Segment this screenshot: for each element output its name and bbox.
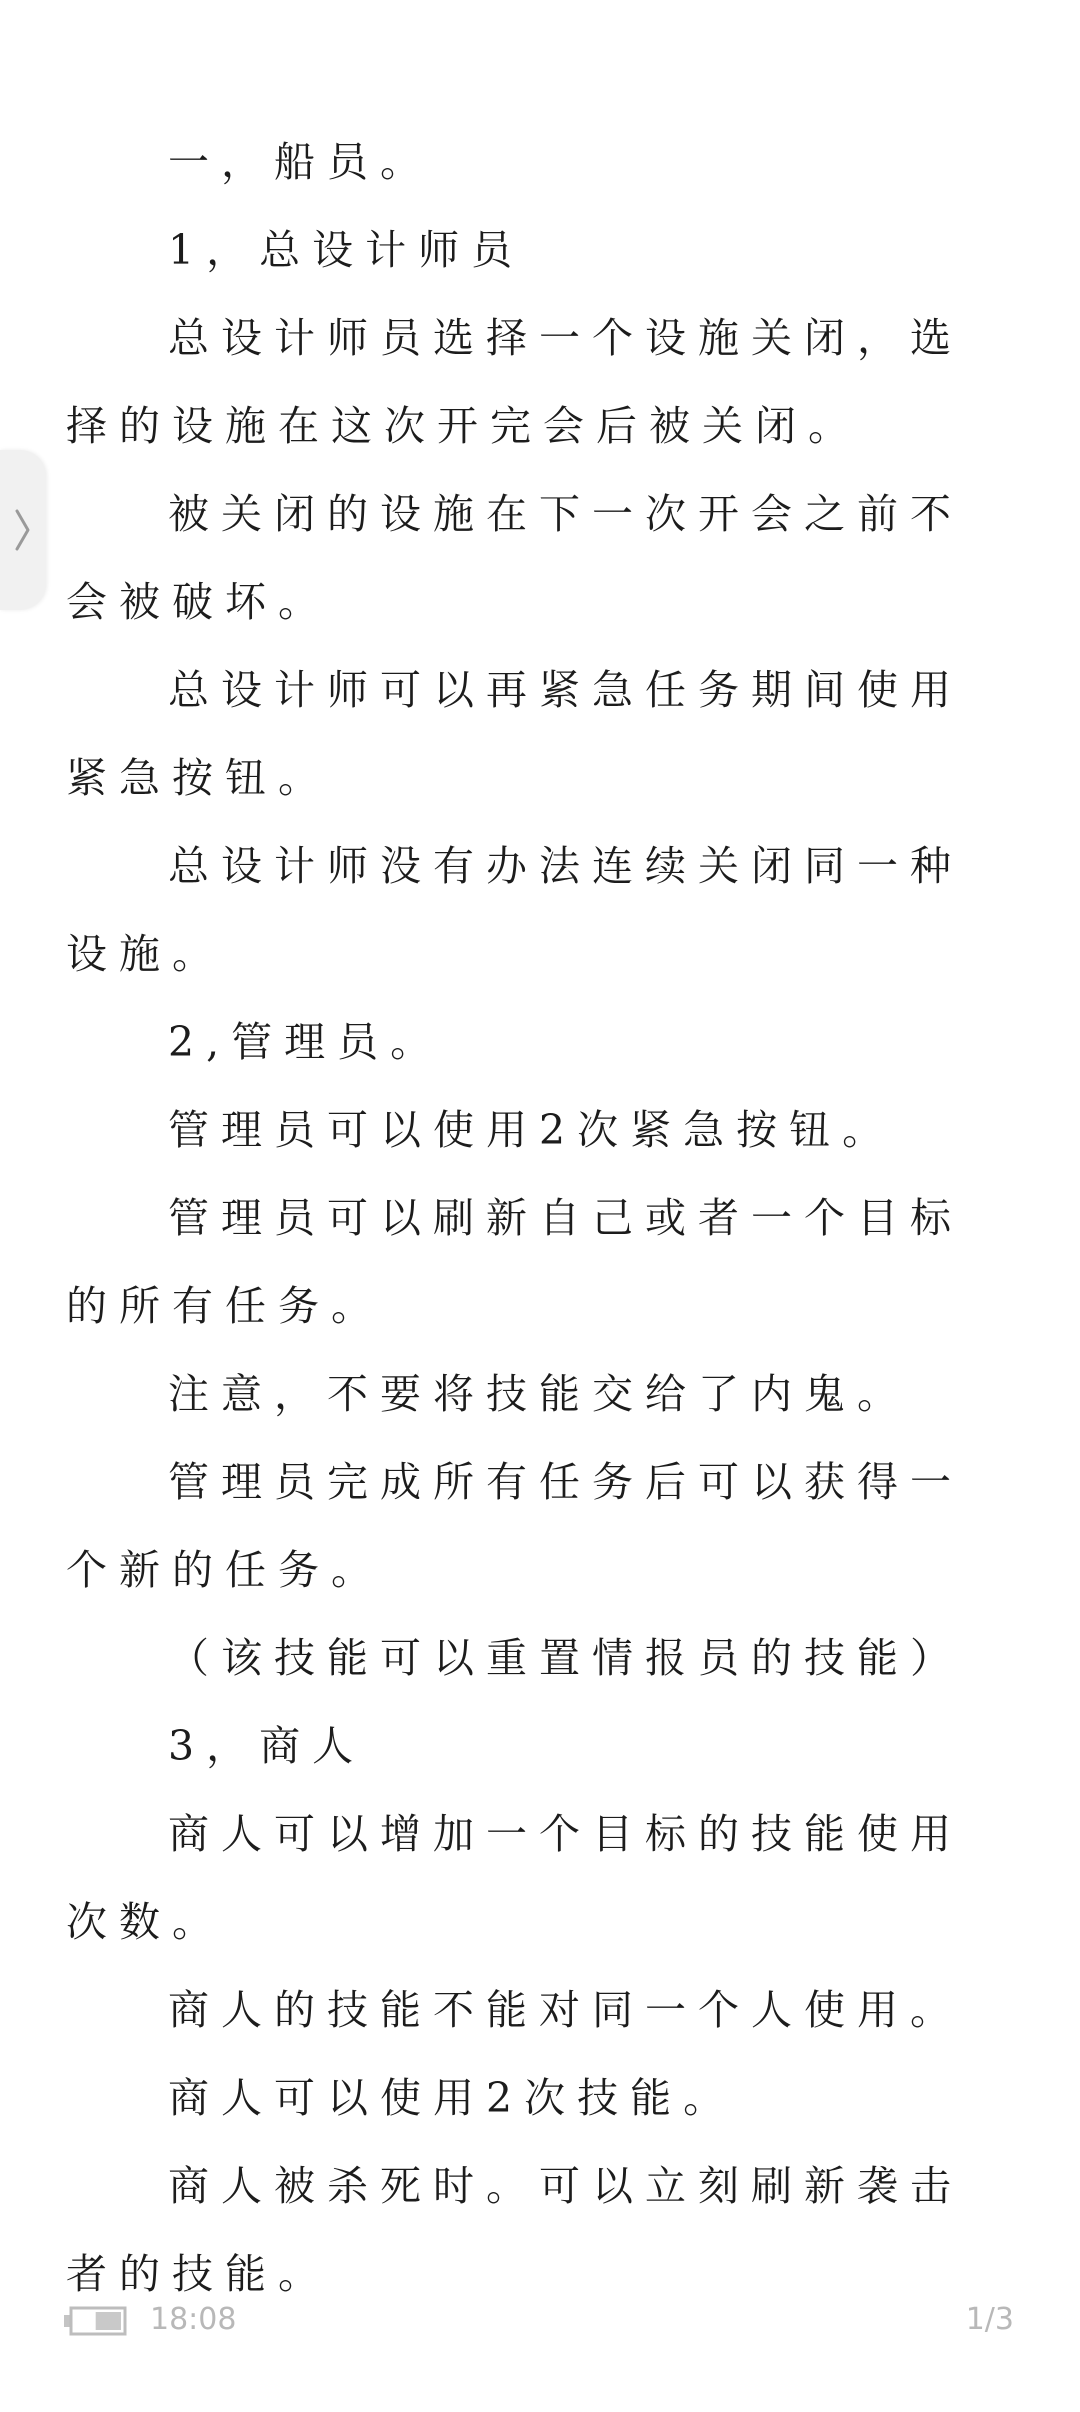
battery-icon bbox=[62, 2306, 128, 2336]
paragraph: 商人可以使用2次技能。 bbox=[168, 2074, 737, 2122]
paragraph: 管理员可以刷新自己或者一个目标的所有任务。 bbox=[66, 1194, 963, 1330]
paragraph: 管理员完成所有任务后可以获得一个新的任务。 bbox=[66, 1458, 963, 1594]
paragraph: 总设计师员选择一个设施关闭，选择的设施在这次开完会后被关闭。 bbox=[66, 314, 963, 450]
paragraph: 被关闭的设施在下一次开会之前不会被破坏。 bbox=[66, 490, 963, 626]
side-drawer-tab[interactable] bbox=[0, 450, 46, 610]
paragraph: 商人被杀死时。可以立刻刷新袭击者的技能。 bbox=[66, 2162, 963, 2298]
paragraph: 1，总设计师员 bbox=[168, 226, 525, 274]
paragraph: 2,管理员。 bbox=[168, 1018, 444, 1066]
chapter-text bbox=[66, 118, 1014, 2318]
paragraph: 总设计师可以再紧急任务期间使用紧急按钮。 bbox=[66, 666, 963, 802]
paragraph: 总设计师没有办法连续关闭同一种设施。 bbox=[66, 842, 963, 978]
paragraph: 管理员可以使用2次紧急按钮。 bbox=[168, 1106, 896, 1154]
status-time: 18:08 bbox=[150, 2302, 237, 2337]
paragraph: 商人可以增加一个目标的技能使用次数。 bbox=[66, 1810, 963, 1946]
paragraph: （该技能可以重置情报员的技能） bbox=[168, 1634, 963, 1682]
reader-status-bar bbox=[0, 2290, 1080, 2350]
page-indicator: 1/3 bbox=[965, 2302, 1014, 2337]
chevron-right-icon bbox=[12, 505, 34, 555]
paragraph: 注意，不要将技能交给了内鬼。 bbox=[168, 1370, 910, 1418]
paragraph: 3，商人 bbox=[168, 1722, 366, 1770]
paragraph: 一，船员。 bbox=[168, 138, 433, 186]
paragraph: 商人的技能不能对同一个人使用。 bbox=[168, 1986, 963, 2034]
